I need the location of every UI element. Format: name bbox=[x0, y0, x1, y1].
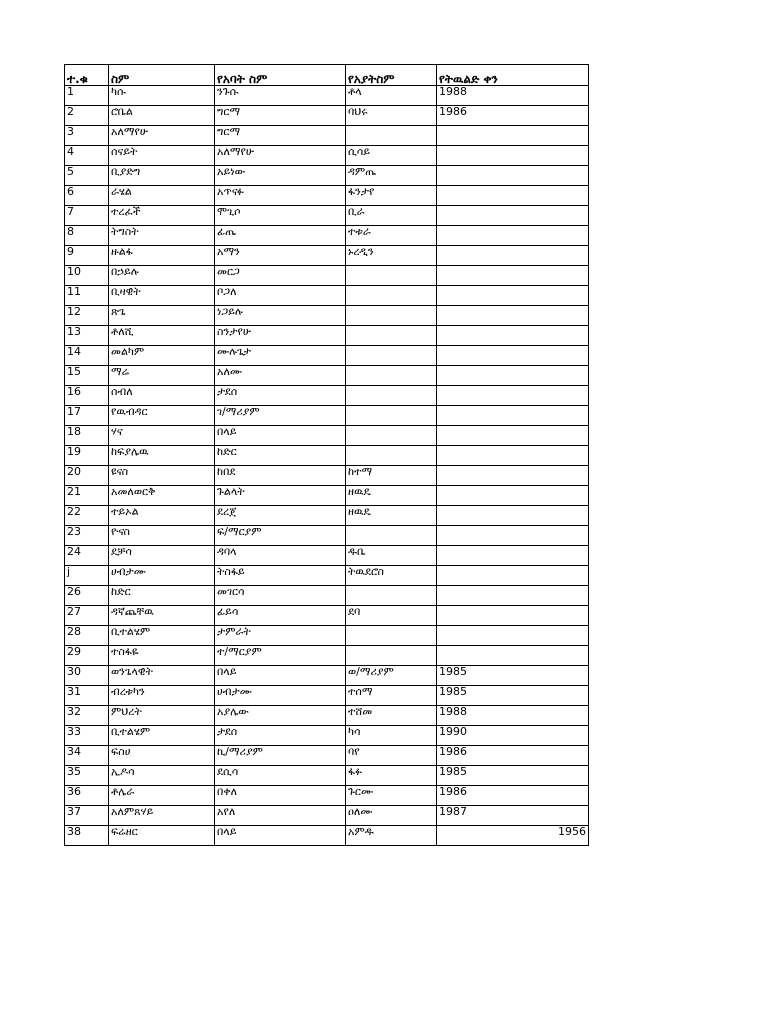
row-number-cell: 9 bbox=[65, 246, 109, 266]
row-number-cell: 8 bbox=[65, 226, 109, 246]
table-row bbox=[65, 406, 589, 426]
father-name-cell: መርጋ bbox=[215, 266, 346, 286]
name-cell: በኃይሉ bbox=[109, 266, 215, 286]
birth-date-cell: 1987 bbox=[437, 806, 589, 826]
birth-date-cell: 1985 bbox=[437, 686, 589, 706]
row-number-cell: 24 bbox=[65, 546, 109, 566]
table-row bbox=[65, 226, 589, 246]
grandfather-name-cell bbox=[346, 286, 437, 306]
father-name-cell: ሀብታሙ bbox=[215, 686, 346, 706]
name-cell: ሰናይት bbox=[109, 146, 215, 166]
father-name-cell: ፍ/ማርያም bbox=[215, 526, 346, 546]
table-row bbox=[65, 686, 589, 706]
row-number-cell: j bbox=[65, 566, 109, 586]
father-name-cell: አጥናፉ bbox=[215, 186, 346, 206]
father-name-cell: ከበደ bbox=[215, 466, 346, 486]
name-cell: ካሱ bbox=[109, 86, 215, 106]
table-row bbox=[65, 246, 589, 266]
row-number-cell: 29 bbox=[65, 646, 109, 666]
grandfather-name-cell: ተቱራ bbox=[346, 226, 437, 246]
name-cell: አለማየሁ bbox=[109, 126, 215, 146]
row-number-cell: 35 bbox=[65, 766, 109, 786]
grandfather-name-cell bbox=[346, 446, 437, 466]
birth-date-cell bbox=[437, 166, 589, 186]
grandfather-name-cell bbox=[346, 526, 437, 546]
birth-date-cell: 1986 bbox=[437, 746, 589, 766]
birth-date-cell bbox=[437, 366, 589, 386]
table-row bbox=[65, 466, 589, 486]
table-row bbox=[65, 166, 589, 186]
row-number-cell: 18 bbox=[65, 426, 109, 446]
table-row bbox=[65, 126, 589, 146]
table-row bbox=[65, 146, 589, 166]
father-name-cell: ግርማ bbox=[215, 126, 346, 146]
birth-date-cell bbox=[437, 266, 589, 286]
name-cell: ቢዛዊት bbox=[109, 286, 215, 306]
table-row bbox=[65, 746, 589, 766]
birth-date-cell bbox=[437, 306, 589, 326]
row-number-cell: 21 bbox=[65, 486, 109, 506]
name-cell: ተረፈች bbox=[109, 206, 215, 226]
birth-date-cell bbox=[437, 386, 589, 406]
birth-date-cell bbox=[437, 626, 589, 646]
grandfather-name-cell bbox=[346, 266, 437, 286]
row-number-cell: 1 bbox=[65, 86, 109, 106]
father-name-cell: ታደሰ bbox=[215, 386, 346, 406]
father-name-cell: በቀለ bbox=[215, 786, 346, 806]
grandfather-name-cell: ባህሩ bbox=[346, 106, 437, 126]
row-number-cell: 19 bbox=[65, 446, 109, 466]
birth-date-cell bbox=[437, 606, 589, 626]
father-name-cell: አለማየሁ bbox=[215, 146, 346, 166]
table-row bbox=[65, 766, 589, 786]
row-number-cell: 34 bbox=[65, 746, 109, 766]
grandfather-name-cell: ቶላ bbox=[346, 86, 437, 106]
father-name-cell: መገርሳ bbox=[215, 586, 346, 606]
name-cell: ዙልፋ bbox=[109, 246, 215, 266]
grandfather-name-cell: ዘዉዴ bbox=[346, 506, 437, 526]
table-row bbox=[65, 706, 589, 726]
birth-date-cell bbox=[437, 226, 589, 246]
grandfather-name-cell bbox=[346, 346, 437, 366]
grandfather-name-cell: ትዉደሮስ bbox=[346, 566, 437, 586]
birth-date-cell bbox=[437, 206, 589, 226]
father-name-cell: በላይ bbox=[215, 426, 346, 446]
name-cell: ሰብለ bbox=[109, 386, 215, 406]
table-row bbox=[65, 446, 589, 466]
table-row bbox=[65, 826, 589, 846]
father-name-cell: ገ/ማሪያም bbox=[215, 406, 346, 426]
grandfather-name-cell: ወ/ማሪያም bbox=[346, 666, 437, 686]
name-cell: ፍሬዘር bbox=[109, 826, 215, 846]
father-name-cell: ኪ/ማሪያም bbox=[215, 746, 346, 766]
grandfather-name-cell bbox=[346, 126, 437, 146]
grandfather-name-cell bbox=[346, 386, 437, 406]
grandfather-name-cell: ዱቤ bbox=[346, 546, 437, 566]
table-row bbox=[65, 286, 589, 306]
row-number-cell: 3 bbox=[65, 126, 109, 146]
row-number-cell: 10 bbox=[65, 266, 109, 286]
grandfather-name-cell: ከተማ bbox=[346, 466, 437, 486]
row-number-cell: 15 bbox=[65, 366, 109, 386]
table-row bbox=[65, 806, 589, 826]
birth-date-cell bbox=[437, 486, 589, 506]
name-cell: ተስፋዬ bbox=[109, 646, 215, 666]
header-row bbox=[65, 65, 589, 86]
name-cell: ዮናስ bbox=[109, 526, 215, 546]
row-number-cell: 32 bbox=[65, 706, 109, 726]
table-row bbox=[65, 306, 589, 326]
grandfather-name-cell: ካሳ bbox=[346, 726, 437, 746]
father-name-cell: አለሙ bbox=[215, 366, 346, 386]
table-row bbox=[65, 726, 589, 746]
name-cell: ዩናስ bbox=[109, 466, 215, 486]
row-number-cell: 31 bbox=[65, 686, 109, 706]
name-cell: ተይኦል bbox=[109, 506, 215, 526]
father-name-cell: አማን bbox=[215, 246, 346, 266]
birth-date-cell bbox=[437, 546, 589, 566]
name-cell: ፍስሀ bbox=[109, 746, 215, 766]
name-cell: ወንጌላዊት bbox=[109, 666, 215, 686]
table-row bbox=[65, 626, 589, 646]
father-name-cell: ግርማ bbox=[215, 106, 346, 126]
grandfather-name-cell: ቢራ bbox=[346, 206, 437, 226]
row-number-cell: 5 bbox=[65, 166, 109, 186]
birth-date-cell bbox=[437, 426, 589, 446]
father-name-cell: ዳባላ bbox=[215, 546, 346, 566]
birth-date-cell: 1985 bbox=[437, 766, 589, 786]
father-name-cell: ስንታየሁ bbox=[215, 326, 346, 346]
father-name-cell: ነጋይሉ bbox=[215, 306, 346, 326]
father-name-cell: ከድር bbox=[215, 446, 346, 466]
header-grandfather-name: የአያትስም bbox=[346, 65, 437, 86]
grandfather-name-cell: ደባ bbox=[346, 606, 437, 626]
grandfather-name-cell bbox=[346, 306, 437, 326]
row-number-cell: 38 bbox=[65, 826, 109, 846]
grandfather-name-cell: ጉርሙ bbox=[346, 786, 437, 806]
father-name-cell: አየለ bbox=[215, 806, 346, 826]
birth-date-cell bbox=[437, 326, 589, 346]
grandfather-name-cell bbox=[346, 366, 437, 386]
birth-date-cell: 1985 bbox=[437, 666, 589, 686]
row-number-cell: 2 bbox=[65, 106, 109, 126]
name-cell: ጽጌ bbox=[109, 306, 215, 326]
name-cell: ቢተልሄም bbox=[109, 626, 215, 646]
name-cell: ኢዶሳ bbox=[109, 766, 215, 786]
name-cell: ቶሌራ bbox=[109, 786, 215, 806]
father-name-cell: ፊይሳ bbox=[215, 606, 346, 626]
name-cell: ሃና bbox=[109, 426, 215, 446]
row-number-cell: 7 bbox=[65, 206, 109, 226]
name-cell: ቢተልሄም bbox=[109, 726, 215, 746]
grandfather-name-cell: ሲሳይ bbox=[346, 146, 437, 166]
row-number-cell: 16 bbox=[65, 386, 109, 406]
table-row bbox=[65, 586, 589, 606]
table-row bbox=[65, 366, 589, 386]
row-number-cell: 28 bbox=[65, 626, 109, 646]
table-row bbox=[65, 786, 589, 806]
row-number-cell: 33 bbox=[65, 726, 109, 746]
row-number-cell: 23 bbox=[65, 526, 109, 546]
name-cell: ሮቤል bbox=[109, 106, 215, 126]
father-name-cell: አያሌው bbox=[215, 706, 346, 726]
table-row bbox=[65, 426, 589, 446]
name-cell: ከፍያሌዉ bbox=[109, 446, 215, 466]
name-cell: ሀብታሙ bbox=[109, 566, 215, 586]
name-cell: ብረቱካን bbox=[109, 686, 215, 706]
birth-date-cell bbox=[437, 286, 589, 306]
table-row bbox=[65, 326, 589, 346]
birth-date-cell: 1986 bbox=[437, 786, 589, 806]
birth-date-cell bbox=[437, 126, 589, 146]
grandfather-name-cell: ተሰማ bbox=[346, 686, 437, 706]
birth-date-cell: 1988 bbox=[437, 706, 589, 726]
birth-date-cell bbox=[437, 346, 589, 366]
header-number: ተ.ቁ bbox=[65, 65, 109, 86]
name-cell: ምህረት bbox=[109, 706, 215, 726]
name-cell: የዉብዳር bbox=[109, 406, 215, 426]
father-name-cell: ትስፋይ bbox=[215, 566, 346, 586]
row-number-cell: 4 bbox=[65, 146, 109, 166]
grandfather-name-cell: ዳምጤ bbox=[346, 166, 437, 186]
father-name-cell: ንጉሱ bbox=[215, 86, 346, 106]
row-number-cell: 6 bbox=[65, 186, 109, 206]
father-name-cell: ሙሉጌታ bbox=[215, 346, 346, 366]
table-row bbox=[65, 346, 589, 366]
father-name-cell: ደሲሳ bbox=[215, 766, 346, 786]
row-number-cell: 17 bbox=[65, 406, 109, 426]
birth-date-cell bbox=[437, 246, 589, 266]
table-row bbox=[65, 546, 589, 566]
name-cell: ማሬ bbox=[109, 366, 215, 386]
birth-date-cell bbox=[437, 446, 589, 466]
table-row bbox=[65, 486, 589, 506]
table-row bbox=[65, 646, 589, 666]
students-table bbox=[64, 64, 589, 846]
birth-date-cell bbox=[437, 186, 589, 206]
birth-date-cell: 1990 bbox=[437, 726, 589, 746]
name-cell: ቢያድግ bbox=[109, 166, 215, 186]
father-name-cell: ቦጋለ bbox=[215, 286, 346, 306]
table-row bbox=[65, 266, 589, 286]
row-number-cell: 11 bbox=[65, 286, 109, 306]
row-number-cell: 20 bbox=[65, 466, 109, 486]
birth-date-cell bbox=[437, 646, 589, 666]
table-row bbox=[65, 386, 589, 406]
grandfather-name-cell: አምዱ bbox=[346, 826, 437, 846]
table-row bbox=[65, 526, 589, 546]
name-cell: ከድር bbox=[109, 586, 215, 606]
father-name-cell: ተ/ማርያም bbox=[215, 646, 346, 666]
row-number-cell: 14 bbox=[65, 346, 109, 366]
father-name-cell: ታምራት bbox=[215, 626, 346, 646]
name-cell: ደቻሳ bbox=[109, 546, 215, 566]
grandfather-name-cell bbox=[346, 646, 437, 666]
table-row bbox=[65, 186, 589, 206]
header-father-name: የአባት ስም bbox=[215, 65, 346, 86]
table-row bbox=[65, 606, 589, 626]
father-name-cell: ደረጀ bbox=[215, 506, 346, 526]
name-cell: አለምጸሃይ bbox=[109, 806, 215, 826]
birth-date-cell bbox=[437, 466, 589, 486]
birth-date-cell: 1986 bbox=[437, 106, 589, 126]
row-number-cell: 37 bbox=[65, 806, 109, 826]
row-number-cell: 22 bbox=[65, 506, 109, 526]
birth-date-cell bbox=[437, 146, 589, 166]
name-cell: መልካም bbox=[109, 346, 215, 366]
father-name-cell: በላይ bbox=[215, 666, 346, 686]
grandfather-name-cell bbox=[346, 426, 437, 446]
name-cell: አመለወርቅ bbox=[109, 486, 215, 506]
row-number-cell: 26 bbox=[65, 586, 109, 606]
table-row bbox=[65, 506, 589, 526]
grandfather-name-cell bbox=[346, 406, 437, 426]
header-name: ስም bbox=[109, 65, 215, 86]
header-birth-date: የትዉልድ ቀን bbox=[437, 65, 589, 86]
grandfather-name-cell: ባየ bbox=[346, 746, 437, 766]
table-row bbox=[65, 106, 589, 126]
birth-date-cell bbox=[437, 586, 589, 606]
father-name-cell: ፊጤ bbox=[215, 226, 346, 246]
name-cell: ትግስት bbox=[109, 226, 215, 246]
birth-date-cell: 1988 bbox=[437, 86, 589, 106]
grandfather-name-cell: ተሸመ bbox=[346, 706, 437, 726]
name-cell: ቶለሺ bbox=[109, 326, 215, 346]
grandfather-name-cell: ፋፉ bbox=[346, 766, 437, 786]
grandfather-name-cell: ፋንታየ bbox=[346, 186, 437, 206]
row-number-cell: 36 bbox=[65, 786, 109, 806]
birth-date-cell bbox=[437, 506, 589, 526]
birth-date-cell: 1956 bbox=[437, 826, 589, 846]
father-name-cell: ሞጊሶ bbox=[215, 206, 346, 226]
grandfather-name-cell bbox=[346, 626, 437, 646]
table-row bbox=[65, 666, 589, 686]
row-number-cell: 30 bbox=[65, 666, 109, 686]
birth-date-cell bbox=[437, 526, 589, 546]
father-name-cell: ታደሰ bbox=[215, 726, 346, 746]
row-number-cell: 13 bbox=[65, 326, 109, 346]
birth-date-cell bbox=[437, 566, 589, 586]
birth-date-cell bbox=[437, 406, 589, 426]
table-row bbox=[65, 86, 589, 106]
grandfather-name-cell bbox=[346, 586, 437, 606]
table-row bbox=[65, 206, 589, 226]
name-cell: ዳኛጨቸዉ bbox=[109, 606, 215, 626]
grandfather-name-cell: ዘዉዴ bbox=[346, 486, 437, 506]
grandfather-name-cell: ኑረዲን bbox=[346, 246, 437, 266]
name-cell: ራሄል bbox=[109, 186, 215, 206]
grandfather-name-cell: ዐለሙ bbox=[346, 806, 437, 826]
row-number-cell: 27 bbox=[65, 606, 109, 626]
father-name-cell: በላይ bbox=[215, 826, 346, 846]
father-name-cell: አይነው bbox=[215, 166, 346, 186]
grandfather-name-cell bbox=[346, 326, 437, 346]
father-name-cell: ጉልላት bbox=[215, 486, 346, 506]
row-number-cell: 12 bbox=[65, 306, 109, 326]
table-row bbox=[65, 566, 589, 586]
